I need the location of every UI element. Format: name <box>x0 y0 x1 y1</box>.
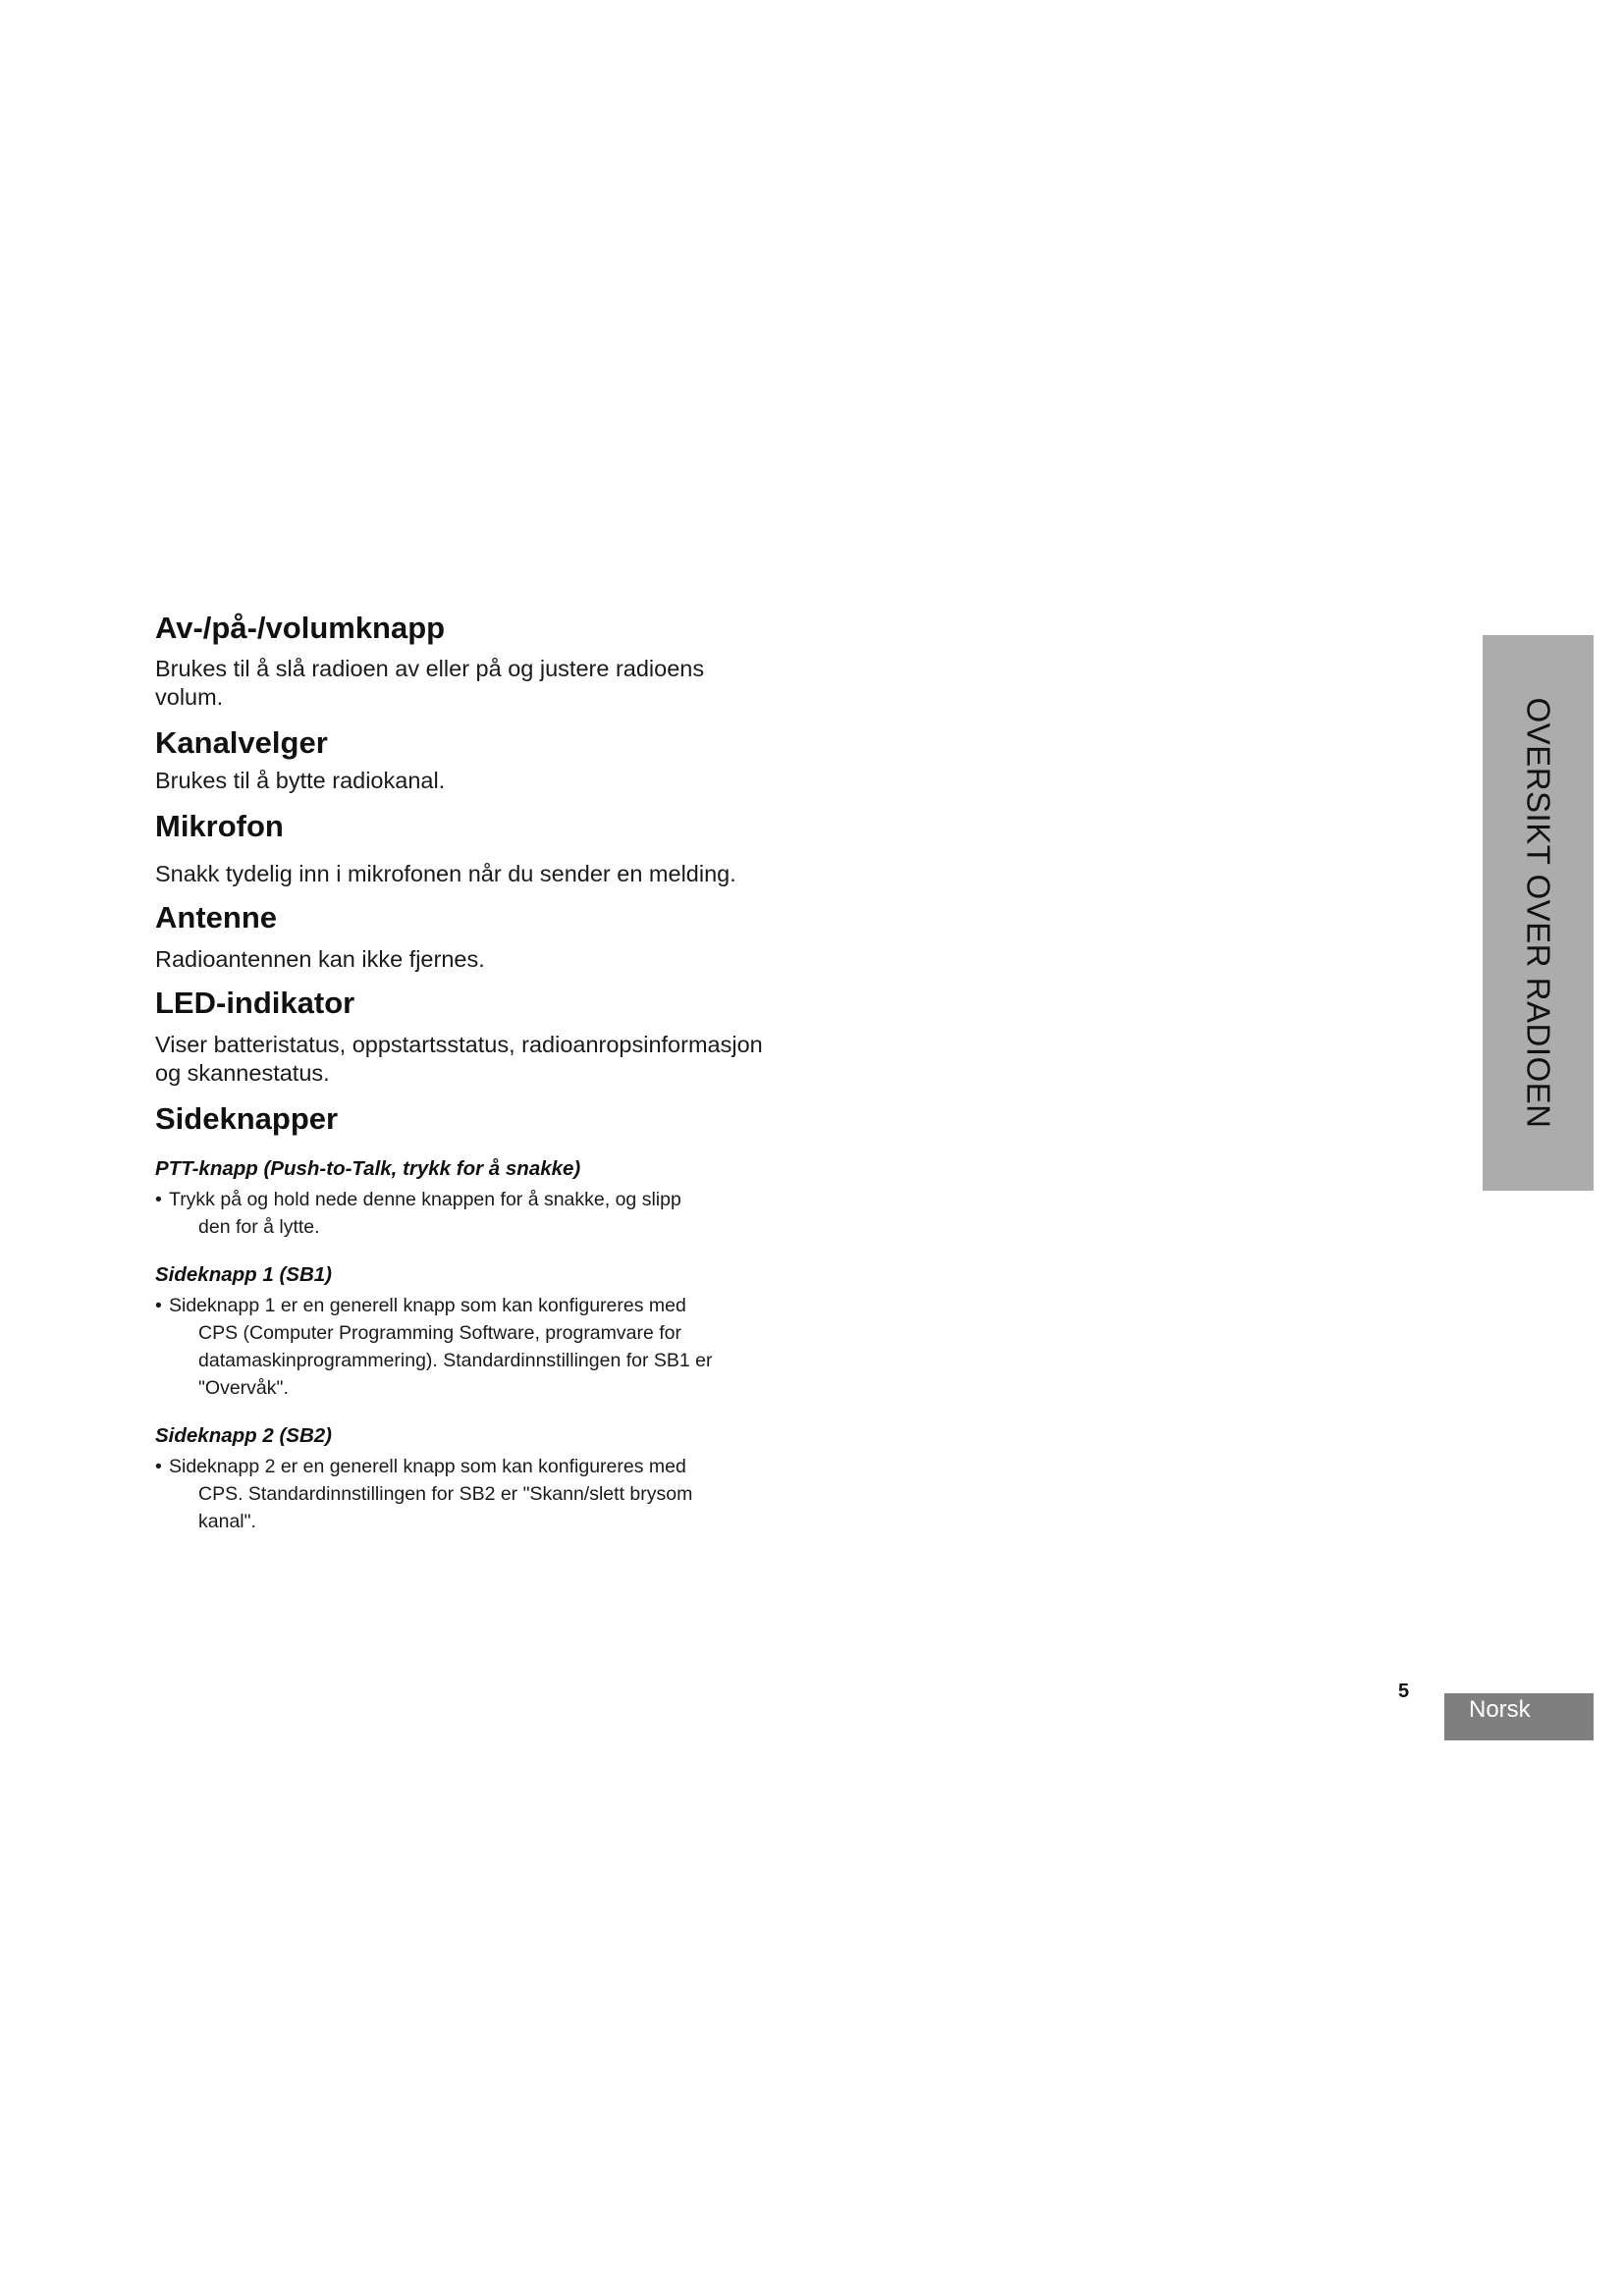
page-number: 5 <box>1398 1681 1410 1702</box>
bullet-ptt-line1: Trykk på og hold nede denne knappen for å snakke, og slipp <box>169 1189 681 1210</box>
text-led-line1: Viser batteristatus, oppstartsstatus, radioanropsinformasjon <box>155 1032 763 1057</box>
bullet-sb1-line3: datamaskinprogrammering). Standardinnstillingen for SB1 er <box>198 1350 713 1371</box>
text-power-volume-line1: Brukes til å slå radioen av eller på og justere radioens <box>155 656 705 681</box>
bullet-sb2 <box>155 1453 803 1535</box>
page-content <box>155 609 803 1535</box>
text-power-volume-line2: volum. <box>155 684 224 710</box>
subheading-ptt: PTT-knapp (Push-to-Talk, trykk for å snakke) <box>155 1157 581 1180</box>
chapter-side-tab-label: OVERSIKT OVER RADIOEN <box>1520 697 1557 1129</box>
bullet-sb1-line4: "Overvåk". <box>198 1377 289 1399</box>
bullet-ptt <box>155 1186 803 1241</box>
bullet-sb2-line1: Sideknapp 2 er en generell knapp som kan konfigureres med <box>169 1456 686 1477</box>
heading-antenna: Antenne <box>155 900 277 934</box>
subheading-sb2: Sideknapp 2 (SB2) <box>155 1424 332 1447</box>
chapter-side-tab <box>1483 635 1594 1191</box>
subheading-sb1: Sideknapp 1 (SB1) <box>155 1263 332 1286</box>
text-antenna: Radioantennen kan ikke fjernes. <box>155 946 485 972</box>
bullet-sb2-line3: kanal". <box>198 1511 256 1532</box>
bullet-ptt-line2: den for å lytte. <box>198 1216 320 1238</box>
bullet-sb2-line2: CPS. Standardinnstillingen for SB2 er "Skann/slett brysom <box>198 1483 693 1505</box>
heading-led-indicator: LED-indikator <box>155 986 355 1020</box>
text-led-line2: og skannestatus. <box>155 1060 330 1086</box>
heading-power-volume: Av-/på-/volumknapp <box>155 611 446 645</box>
bullet-ptt-marker: • <box>155 1189 162 1210</box>
bullet-sb2-marker: • <box>155 1456 162 1477</box>
bullet-sb1 <box>155 1292 803 1402</box>
heading-channel-selector: Kanalvelger <box>155 725 328 760</box>
heading-side-buttons: Sideknapper <box>155 1101 339 1136</box>
text-microphone: Snakk tydelig inn i mikrofonen når du sender en melding. <box>155 861 736 886</box>
heading-microphone: Mikrofon <box>155 809 284 843</box>
bullet-sb1-marker: • <box>155 1295 162 1316</box>
language-tab: Norsk <box>1444 1693 1594 1740</box>
bullet-sb1-line2: CPS (Computer Programming Software, programvare for <box>198 1322 682 1344</box>
bullet-sb1-line1: Sideknapp 1 er en generell knapp som kan konfigureres med <box>169 1295 686 1316</box>
text-channel-selector: Brukes til å bytte radiokanal. <box>155 768 446 793</box>
